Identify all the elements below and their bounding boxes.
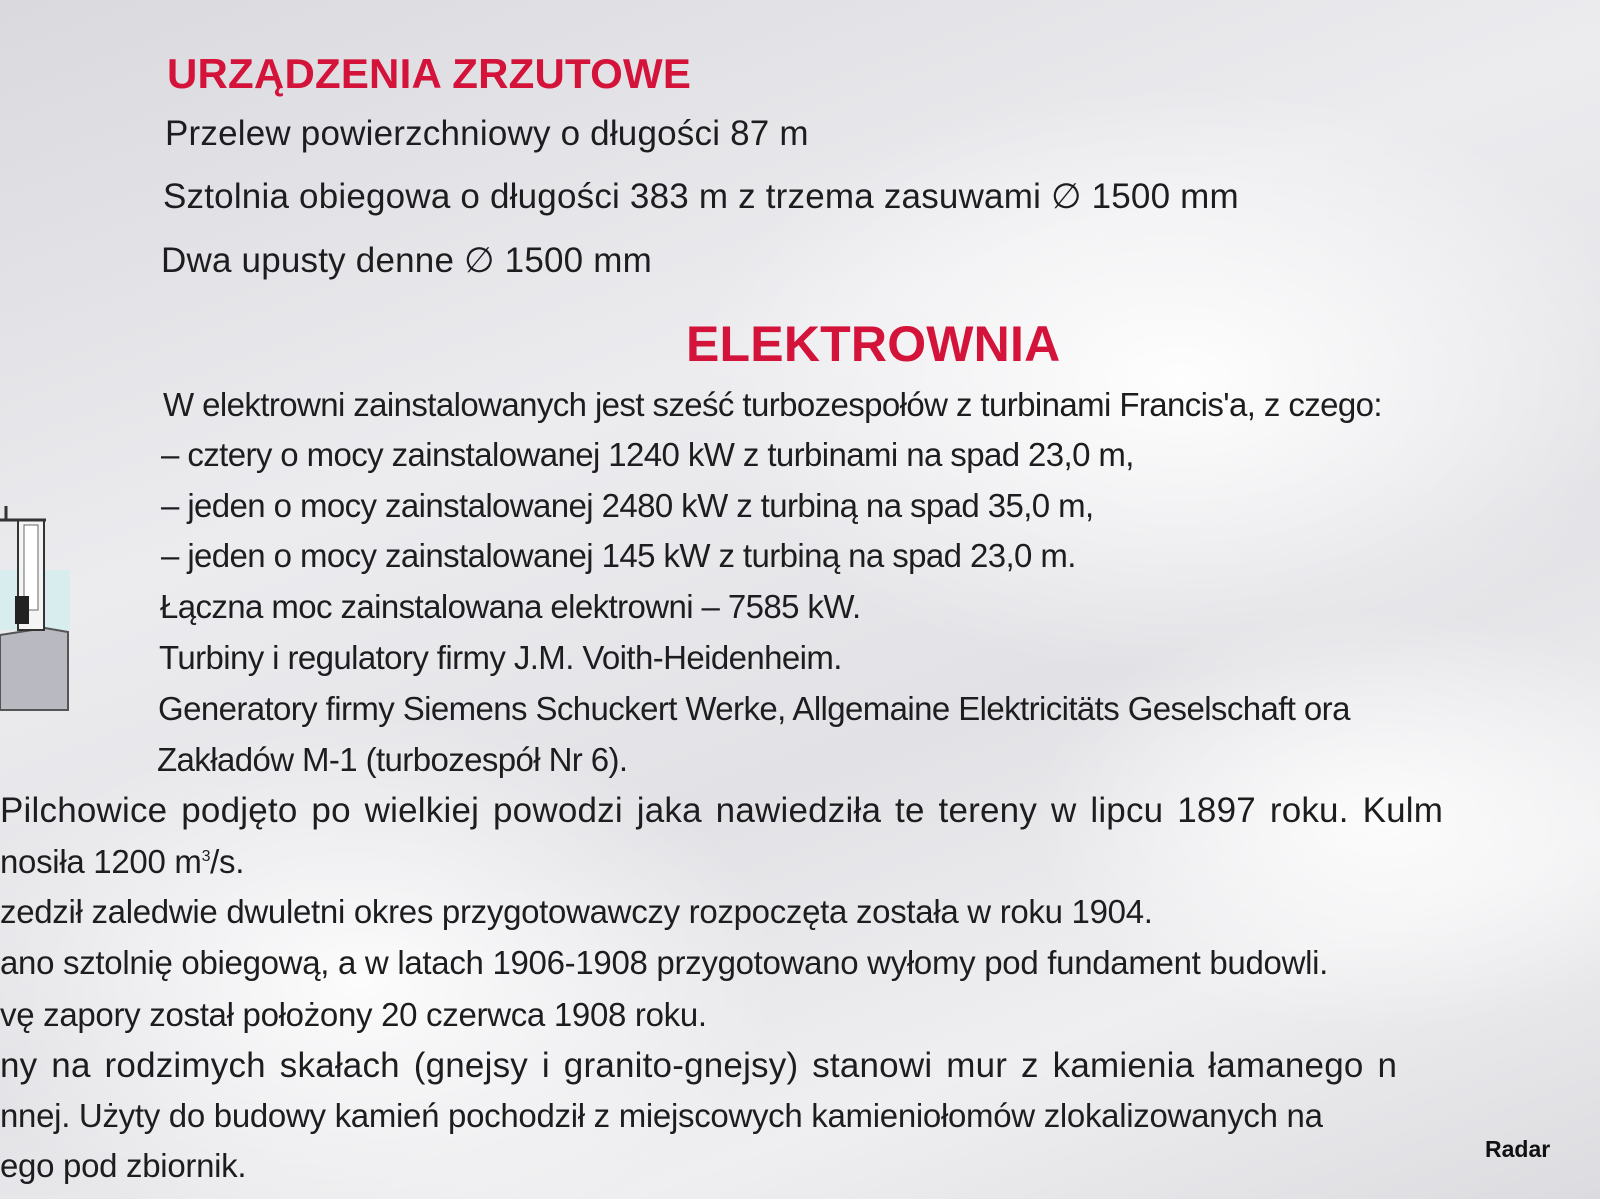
text-line: ano sztolnię obiegową, a w latach 1906-1908 przygotowano wyłomy pod fundament budowli. — [0, 944, 1329, 981]
text-line: Dwa upusty denne ∅ 1500 mm — [161, 241, 652, 280]
text-line: – jeden o mocy zainstalowanej 145 kW z turbiną na spad 23,0 m. — [161, 537, 1076, 574]
text-line-flow — [0, 843, 244, 881]
section-title-power-plant: ELEKTROWNIA — [686, 316, 1061, 372]
text-line: Pilchowice podjęto po wielkiej powodzi jaka nawiedziła te tereny w lipcu 1897 roku. Kulm — [0, 791, 1444, 830]
dam-diagram — [0, 500, 70, 730]
text-line: nnej. Użyty do budowy kamień pochodził z miejscowych kamieniołomów zlokalizowanych na — [0, 1097, 1323, 1134]
text-line: Turbiny i regulatory firmy J.M. Voith-Heidenheim. — [159, 639, 842, 676]
text-line: Sztolnia obiegowa o długości 383 m z trzema zasuwami ∅ 1500 mm — [163, 177, 1239, 216]
text-line: W elektrowni zainstalowanych jest sześć turbozespołów z turbinami Francis'a, z czego: — [163, 386, 1382, 423]
text-line: Przelew powierzchniowy o długości 87 m — [165, 114, 809, 153]
text-line: – jeden o mocy zainstalowanej 2480 kW z turbiną na spad 35,0 m, — [161, 487, 1094, 524]
text-line: ny na rodzimych skałach (gnejsy i granito-gnejsy) stanowi mur z kamienia łamanego n — [0, 1046, 1398, 1085]
text-fragment: nosiła 1200 m — [0, 843, 202, 880]
text-line: Łączna moc zainstalowana elektrowni – 7585 kW. — [160, 588, 861, 625]
text-line: zedził zaledwie dwuletni okres przygotowawczy rozpoczęta została w roku 1904. — [0, 893, 1153, 930]
watermark: Radar — [1485, 1136, 1551, 1162]
section-title-discharge-devices: URZĄDZENIA ZRZUTOWE — [167, 50, 692, 97]
text-fragment: /s. — [210, 843, 245, 880]
text-line: Zakładów M-1 (turbozespół Nr 6). — [157, 741, 628, 778]
text-line: ego pod zbiornik. — [0, 1147, 247, 1184]
superscript: 3 — [201, 848, 211, 865]
text-line: vę zapory został położony 20 czerwca 1908 roku. — [0, 996, 707, 1033]
text-line: Generatory firmy Siemens Schuckert Werke, Allgemaine Elektricitäts Geselschaft ora — [158, 690, 1350, 727]
text-line: – cztery o mocy zainstalowanej 1240 kW z turbinami na spad 23,0 m, — [161, 436, 1134, 473]
